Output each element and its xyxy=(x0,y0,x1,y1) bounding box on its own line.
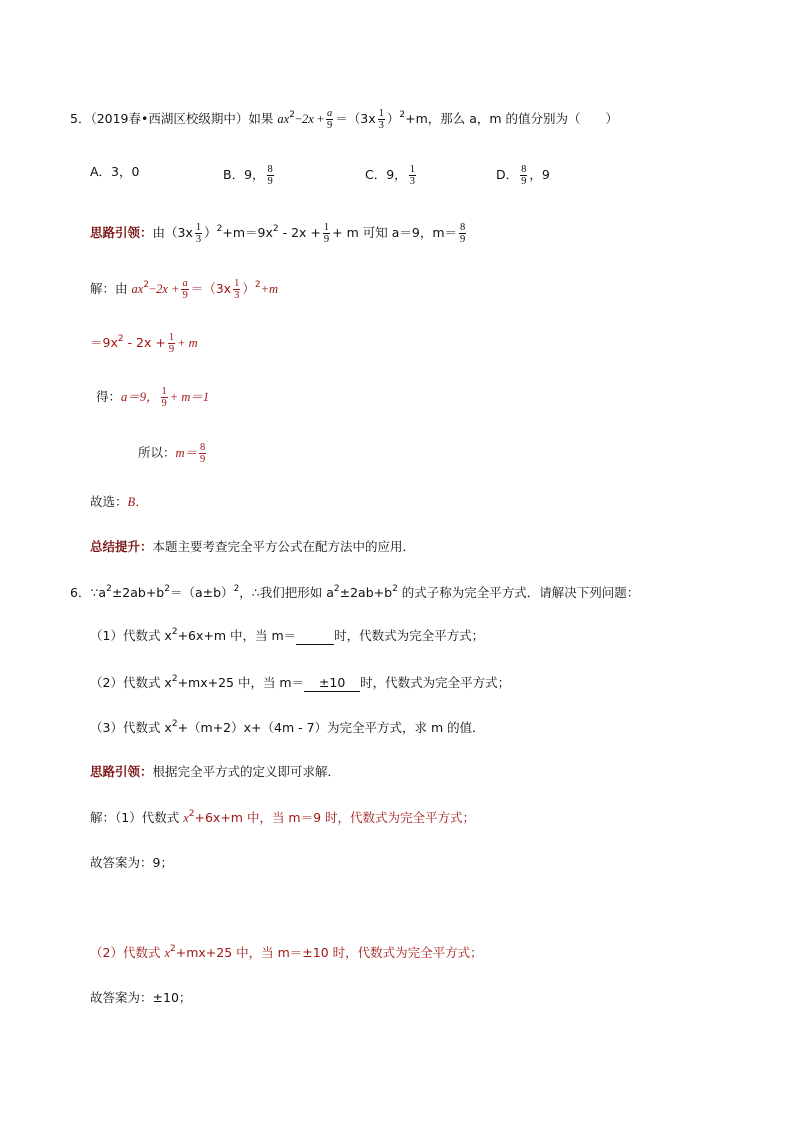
q6-solution-1: 解：（1）代数式 $x^2+6x+m$ 中，当 m＝9 时，代数式为完全平方式； xyxy=(90,809,476,825)
q5-hint: 思路引领：由（3x $\frac{1}{3}$ ）$^2+m=9x^2 - 2x$ + $\frac{1}{9}$ + m 可知 a＝9，m＝ $\frac{8}{9}$ xyxy=(90,222,466,245)
q5-solution-line2: $=9x^2 - 2x$ + $\frac{1}{9}$ + m xyxy=(90,332,198,355)
q5-solution-line1: 解：由 $ax^2-2x$ + $\frac{a}{9}$ ＝（3x $\frac{1}{3}$ ）$^2$+m xyxy=(90,278,279,301)
q6-answer-1: 故答案为：9； xyxy=(90,855,173,870)
q6-answer-2: 故答案为：±10； xyxy=(90,990,192,1005)
q5-choose: 故选：B． xyxy=(90,494,148,509)
q5-number: 5． xyxy=(70,111,91,126)
q6-stem: 6．$\because a^2\pm 2ab+b^2=(a\pm b)^2$，∴我们把形如 $a^2\pm 2ab+b^2$ 的式子称为完全平方式．请解决下列问题： xyxy=(70,584,640,600)
q6-hint: 思路引领：根据完全平方式的定义即可求解． xyxy=(90,764,341,779)
q5-option-a: A．3，0 xyxy=(90,164,140,179)
q5-option-d: D． $\frac{8}{9}$ ，9 xyxy=(496,164,550,187)
q5-stem-tail: +m，那么 a，m 的值分别为（ ） xyxy=(405,111,619,126)
q5-solution-line4: 所以：m＝ $\frac{8}{9}$ xyxy=(138,442,206,465)
q5-option-b: B．9， $\frac{8}{9}$ xyxy=(223,164,273,187)
q5-stem: 5．（2019春•西湖区校级期中）如果 $ax^2-2x$ + $\frac{a}{9}$ ＝（3x $\frac{1}{3}$ ）$^2$+m，那么 a，m 的值分别为（ ） xyxy=(70,108,619,131)
q6-hint-label: 思路引领： xyxy=(90,764,153,779)
q5-stem-pre: 如果 xyxy=(248,111,274,126)
q6-number: 6． xyxy=(70,585,91,600)
q5-hint-label: 思路引领： xyxy=(90,225,153,240)
q5-choose-value: B． xyxy=(127,495,148,509)
q6-part2-blank: ±10 xyxy=(304,675,360,692)
q5-summary: 总结提升：本题主要考查完全平方公式在配方法中的应用． xyxy=(90,539,416,554)
q5-option-c: C．9， $\frac{1}{3}$ xyxy=(365,164,415,187)
q5-stem-fraction: $\frac{a}{9}$ xyxy=(327,108,333,131)
q6-part2: （2）代数式 $x^2+mx+25$ 中，当 m＝ ±10 时，代数式为完全平方式； xyxy=(90,674,511,690)
q6-solution-2: （2）代数式 $x^2+mx+25$ 中，当 m＝±10 时，代数式为完全平方式； xyxy=(90,944,483,960)
q5-source: （2019春•西湖区校级期中） xyxy=(90,111,249,126)
q6-part1-blank xyxy=(296,628,334,645)
q6-part3: （3）代数式 $x^2+(m+2)x+(4m - 7)$为完全平方式，求 m 的值． xyxy=(90,719,485,735)
q5-solution-line3: 得：a＝9， $\frac{1}{9}$ + m＝1 xyxy=(96,386,210,409)
q5-ax: ax xyxy=(277,112,290,126)
q5-summary-label: 总结提升： xyxy=(90,539,153,554)
q6-part1: （1）代数式 $x^2+6x+m$ 中，当 m＝ 时，代数式为完全平方式； xyxy=(90,627,485,643)
